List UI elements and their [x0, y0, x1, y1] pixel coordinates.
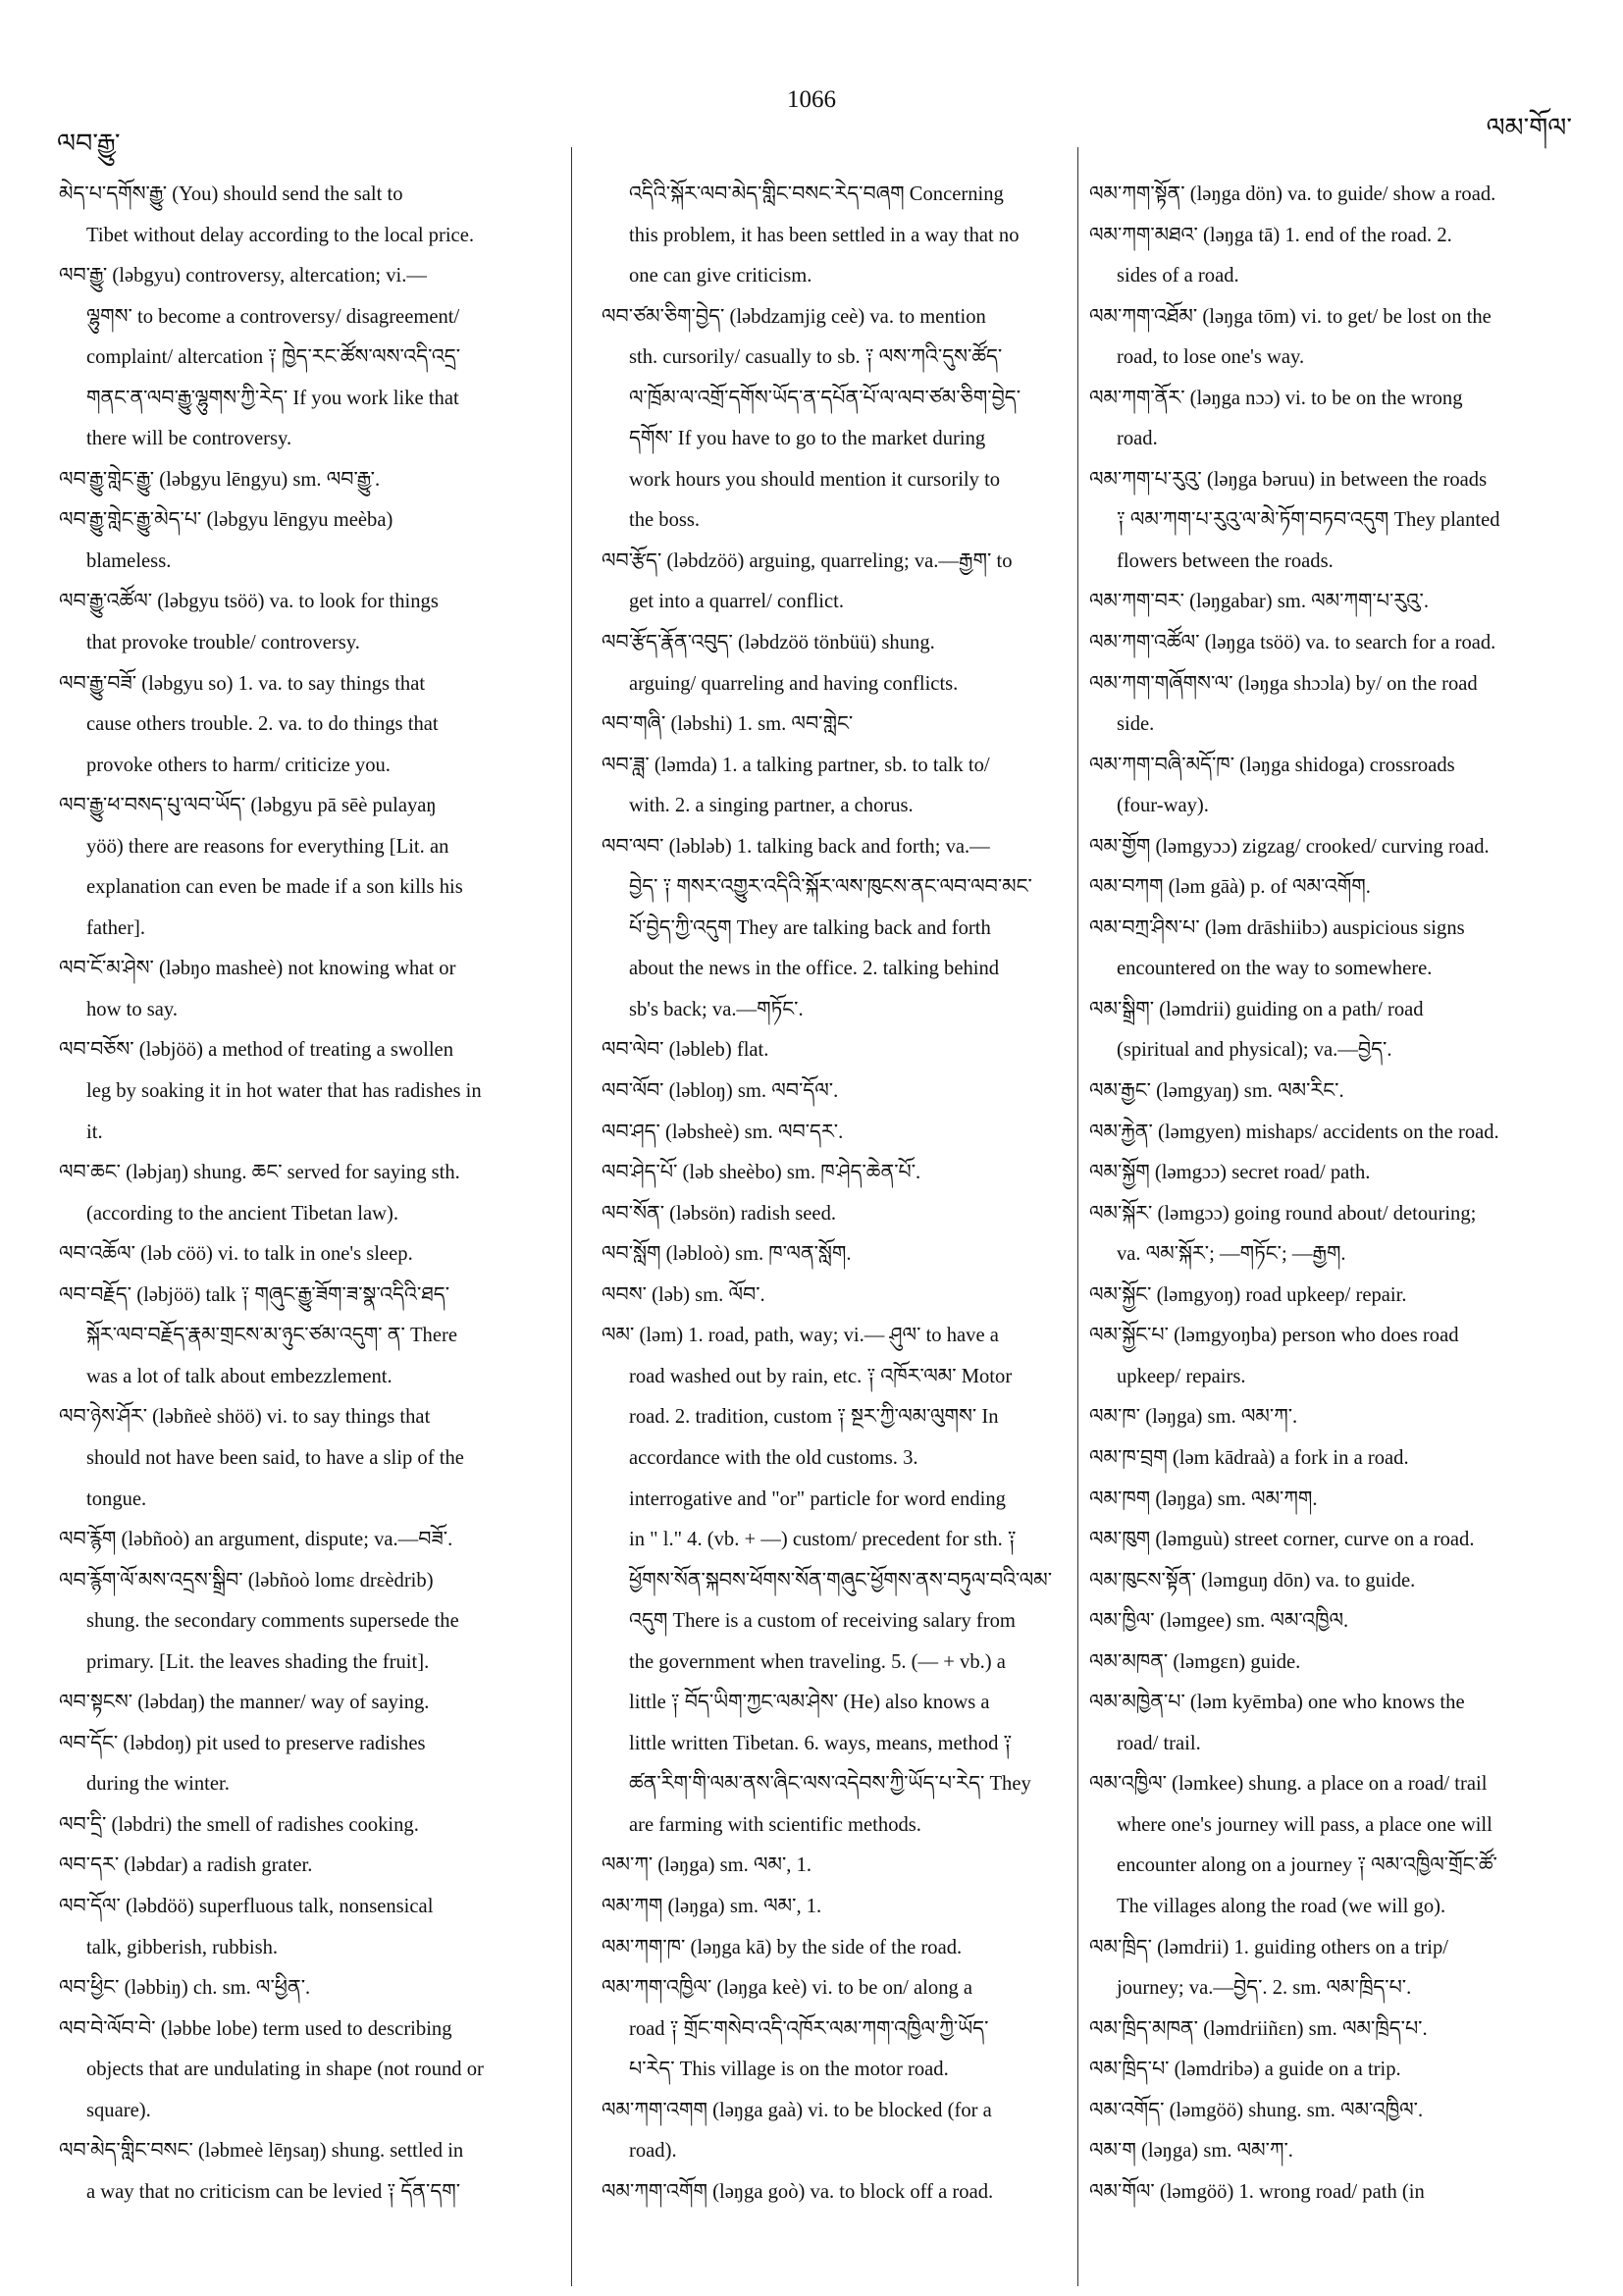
entry-headword-line: ལམ་ཀག་འཁྱིལ་ (ləŋga keè) vi. to be on/ along a	[602, 1977, 973, 2000]
entry-headword-line: ལབ་ཙམ་ཅིག་བྱེད་ (ləbdzamjig ceè) va. to mention	[602, 305, 986, 328]
entry-continuation-line: ལྷུགས་ to become a controversy/ disagreement/	[86, 305, 460, 328]
entry-continuation-line: flowers between the roads.	[1117, 549, 1334, 572]
entry-headword-line: ལབ་ལེབ་ (ləbleb) flat.	[602, 1039, 769, 1062]
entry-continuation-line: leg by soaking it in hot water that has radishes in	[86, 1080, 482, 1103]
entry-continuation-line: ལ་ཁྲོམ་ལ་འགྲོ་དགོས་ཡོད་ན་དཔོན་པོ་ལ་ལབ་ཙམ་ཅིག་བྱེད་	[629, 387, 1021, 409]
entry-continuation-line: འདུག There is a custom of receiving salary from	[629, 1610, 1016, 1633]
entry-continuation-line: in " l." 4. (vb. + —) custom/ precedent for sth. ༑	[629, 1529, 1017, 1551]
entry-continuation-line: with. 2. a singing partner, a chorus.	[629, 795, 914, 817]
entry-continuation-line: road washed out by rain, etc. ༑ འཁོར་ལམ་ Motor	[629, 1365, 1013, 1387]
entry-headword-line: ལམ་སྐྱོང་ (ləmgyoŋ) road upkeep/ repair.	[1089, 1283, 1407, 1306]
dictionary-column-3	[1089, 175, 1580, 2213]
entry-continuation-line: (according to the ancient Tibetan law).	[86, 1202, 398, 1225]
entry-continuation-line: this problem, it has been settled in a way that no	[629, 224, 1020, 246]
entry-continuation-line: it.	[86, 1121, 103, 1143]
entry-headword-line: ལམ་སྐོར་ (ləmgɔɔ) going round about/ detouring;	[1089, 1202, 1477, 1225]
entry-headword-line: ལབ་ཉེས་ཤོར་ (ləbñeè shöö) vi. to say things that	[59, 1406, 431, 1429]
entry-headword-line: ལབ་དྲི་ (ləbdri) the smell of radishes cooking.	[59, 1813, 419, 1836]
entry-headword-line: ལབ་རྒྱུ་གླེང་རྒྱུ་མེད་པ་ (ləbgyu lēngyu meèba)	[59, 509, 393, 532]
entry-headword-line: ལམ་ཀག་འགག (ləŋga gaà) vi. to be blocked (for a	[602, 2099, 992, 2121]
entry-continuation-line: yöö) there are reasons for everything [Lit. an	[86, 835, 449, 858]
entry-continuation-line: was a lot of talk about embezzlement.	[86, 1365, 393, 1387]
entry-continuation-line: cause others trouble. 2. va. to do things that	[86, 713, 439, 736]
entry-continuation-line: work hours you should mention it cursorily to	[629, 468, 1001, 491]
entry-headword-line: ལམ་ཀག་བཞི་མདོ་ཁ་ (ləŋga shidoga) crossroads	[1089, 754, 1455, 776]
entry-headword-line: ལབ་རྒྱུ་གླེང་རྒྱུ་ (ləbgyu lēngyu) sm. ལབ་རྒྱུ་.	[59, 468, 381, 491]
entry-headword-line: མེད་པ་དགོས་རྒྱུ་ (You) should send the salt to	[59, 183, 403, 205]
entry-continuation-line: side.	[1117, 713, 1155, 736]
entry-headword-line: ལམ་ (ləm) 1. road, path, way; vi.— ཤུལ་ to have a	[602, 1325, 999, 1347]
entry-headword-line: ལམ་བཀག (ləm gāà) p. of ལམ་འགོག.	[1089, 876, 1371, 899]
entry-headword-line: ལམ་ཀག་འགོག (ləŋga goò) va. to block off a road.	[602, 2180, 994, 2203]
entry-headword-line: ལམ་སྐྱོག (ləmgɔɔ) secret road/ path.	[1089, 1162, 1371, 1184]
entry-continuation-line: the government when traveling. 5. (— + vb.) a	[629, 1650, 1006, 1673]
entry-continuation-line: provoke others to harm/ criticize you.	[86, 754, 391, 776]
entry-headword-line: ལབ་དར་ (ləbdar) a radish grater.	[59, 1854, 313, 1877]
entry-headword-line: ལམ་ཀག་སྟོན་ (ləŋga dön) va. to guide/ show a road.	[1089, 183, 1496, 205]
entry-continuation-line: are farming with scientific methods.	[629, 1813, 921, 1836]
entry-continuation-line: གནང་ན་ལབ་རྒྱུ་ལྷུགས་ཀྱི་རེད་ If you work like that	[86, 387, 459, 409]
entry-continuation-line: པོ་བྱེད་ཀྱི་འདུག They are talking back and forth	[629, 916, 991, 939]
entry-headword-line: ལམ་ཁྱིལ་ (ləmgee) sm. ལམ་འཁྱིལ.	[1089, 1610, 1349, 1633]
entry-headword-line: ལབ་དོལ་ (ləbdöö) superfluous talk, nonsensical	[59, 1895, 434, 1917]
dictionary-column-2	[602, 175, 1092, 2213]
entry-headword-line: ལམ་རྒྱང་ (ləmgyaŋ) sm. ལམ་རིང་.	[1089, 1080, 1344, 1103]
entry-headword-line: ལབ་ལབ་ (ləbləb) 1. talking back and forth; va.—	[602, 835, 990, 858]
guide-word-right: ལམ་གོལ་	[1486, 113, 1572, 143]
entry-continuation-line: the boss.	[629, 509, 701, 532]
entry-continuation-line: blameless.	[86, 549, 172, 572]
entry-continuation-line: primary. [Lit. the leaves shading the fruit].	[86, 1650, 430, 1673]
entry-headword-line: ལབ་ཤད་ (ləbsheè) sm. ལབ་དར་.	[602, 1121, 844, 1143]
entry-headword-line: ལབ་རྙོག (ləbñoò) an argument, dispute; va.—བཟོ་.	[59, 1529, 453, 1551]
entry-continuation-line: how to say.	[86, 998, 179, 1020]
entry-continuation-line: there will be controversy.	[86, 428, 292, 450]
entry-headword-line: ལམ་ཁྲིད་པ་ (ləmdribə) a guide on a trip.	[1089, 2059, 1401, 2081]
entry-headword-line: ལབ་རྒྱུ་ (ləbgyu) controversy, altercation; vi.—	[59, 265, 428, 287]
entry-continuation-line: པ་རེད་ This village is on the motor road.	[629, 2059, 949, 2081]
entry-continuation-line: བྱེད་ ༑ གསར་འགྱུར་འདིའི་སྐོར་ལས་ཁུངས་ནང་ལབ་ལབ་མང་	[629, 876, 1032, 899]
entry-headword-line: ལབ་ཤེད་པོ་ (ləb sheèbo) sm. ཁ་ཤེད་ཆེན་པོ་.	[602, 1162, 921, 1184]
entry-continuation-line: road/ trail.	[1117, 1732, 1201, 1754]
entry-continuation-line: shung. the secondary comments supersede the	[86, 1610, 459, 1633]
entry-continuation-line: sides of a road.	[1117, 265, 1239, 287]
entry-continuation-line: should not have been said, to have a slip of the	[86, 1446, 464, 1469]
entry-continuation-line: little written Tibetan. 6. ways, means, method ༑	[629, 1732, 1013, 1754]
column-divider	[571, 147, 572, 2286]
guide-word-left: ལབ་རྒྱུ་	[57, 129, 121, 159]
entry-continuation-line: little ༑ བོད་ཡིག་ཀྱང་ལམ་ཤེས་ (He) also knows a	[629, 1692, 990, 1714]
entry-headword-line: ལམ་ཀག་འཚོལ་ (ləŋga tsöö) va. to search for a road.	[1089, 632, 1496, 654]
entry-continuation-line: road ༑ གྲོང་གསེབ་འདི་འཁོར་ལམ་ཀག་འཁྱིལ་ཀྱི་ཡོད་	[629, 2017, 989, 2040]
entry-continuation-line: talk, gibberish, rubbish.	[86, 1936, 279, 1958]
entry-continuation-line: road. 2. tradition, custom ༑ སྔར་ཀྱི་ལམ་ལུགས་ In	[629, 1406, 999, 1429]
entry-continuation-line: objects that are undulating in shape (not round or	[86, 2059, 484, 2081]
entry-headword-line: ལབ་དོང་ (ləbdoŋ) pit used to preserve radishes	[59, 1732, 426, 1754]
entry-headword-line: ལམ་གོལ་ (ləmgöö) 1. wrong road/ path (in	[1089, 2180, 1425, 2203]
entry-headword-line: ལམ་ཀག་འཐོམ་ (ləŋga tōm) vi. to get/ be lost on the	[1089, 305, 1492, 328]
entry-continuation-line: one can give criticism.	[629, 265, 812, 287]
entry-headword-line: ལམ་ཀག (ləŋga) sm. ལམ་, 1.	[602, 1895, 822, 1917]
entry-continuation-line: sth. cursorily/ casually to sb. ༑ ལས་ཀའི་དུས་ཚོད་	[629, 346, 1003, 369]
entry-headword-line: ལམ་ཁ་ (ləŋga) sm. ལམ་ཀ་.	[1089, 1406, 1298, 1429]
entry-headword-line: ལབ་སློག (ləbloò) sm. ཁ་ལན་སློག.	[602, 1243, 852, 1266]
entry-headword-line: ལབ་རྒྱུ་ཕ་བསད་པུ་ལབ་ཡོད་ (ləbgyu pā sēè pulayaŋ	[59, 795, 437, 817]
entry-headword-line: ལམ་སྐྱོང་པ་ (ləmgyoŋba) person who does road	[1089, 1325, 1459, 1347]
entry-continuation-line: ༑ ལམ་ཀག་པ་རུའུ་ལ་མེ་ཏོག་བཏབ་འདུག They planted	[1117, 509, 1500, 532]
entry-continuation-line: སྐོར་ལབ་བརྗོད་རྣམ་གྲངས་མ་ཉུང་ཙམ་འདུག་ ན་ There	[86, 1325, 457, 1347]
entry-headword-line: ལབ་འཆོལ་ (ləb cöö) vi. to talk in one's sleep.	[59, 1243, 413, 1266]
entry-continuation-line: interrogative and "or" particle for word ending	[629, 1487, 1006, 1510]
entry-continuation-line: va. ལམ་སྐོར་; —གཏོང་; —རྒྱག.	[1117, 1243, 1346, 1266]
entry-continuation-line: square).	[86, 2099, 151, 2121]
entry-headword-line: ལབ་ཟླ་ (ləmda) 1. a talking partner, sb. to talk to/	[602, 754, 990, 776]
entry-continuation-line: complaint/ altercation ༑ ཁྱེད་རང་ཚོས་ལས་འདི་འདྲ་	[86, 346, 461, 369]
entry-continuation-line: འདིའི་སྐོར་ལབ་མེད་གླིང་བསང་རེད་བཞག Concerning	[629, 183, 1004, 205]
entry-headword-line: ལབ་ཆང་ (ləbjaŋ) shung. ཆང་ served for saying sth.	[59, 1162, 460, 1184]
entry-continuation-line: where one's journey will pass, a place one will	[1117, 1813, 1492, 1836]
entry-headword-line: ལམ་ཁུངས་སྟོན་ (ləmguŋ dōn) va. to guide.	[1089, 1569, 1416, 1592]
entry-headword-line: ལབ་རྙོག་ལོ་མས་འདྲས་སྒྲིབ་ (ləbñoò lomɛ drɛèdrib)	[59, 1569, 434, 1592]
entry-headword-line: ལབ་རྒྱུ་འཚོལ་ (ləbgyu tsöö) va. to look for things	[59, 591, 439, 613]
entry-headword-line: ལམ་ག (ləŋga) sm. ལམ་ཀ་.	[1089, 2140, 1293, 2163]
entry-headword-line: ལབ་ཕྱིང་ (ləbbiŋ) ch. sm. ལ་ཕྱིན་.	[59, 1977, 311, 2000]
entry-headword-line: ལམ་བཀྲ་ཤིས་པ་ (ləm drāshiibɔ) auspicious signs	[1089, 916, 1465, 939]
page-number: 1066	[787, 86, 836, 113]
entry-continuation-line: arguing/ quarreling and having conflicts.	[629, 672, 959, 695]
entry-continuation-line: sb's back; va.—གཏོང་.	[629, 998, 804, 1020]
entry-continuation-line: དགོས་ If you have to go to the market during	[629, 428, 986, 450]
entry-headword-line: ལབ་སྟངས་ (ləbdaŋ) the manner/ way of saying.	[59, 1692, 430, 1714]
entry-headword-line: ལམ་མཁན་ (ləmgɛn) guide.	[1089, 1650, 1301, 1673]
entry-continuation-line: ཚན་རིག་གི་ལམ་ནས་ཞིང་ལས་འདེབས་ཀྱི་ཡོད་པ་རེད་ They	[629, 1773, 1031, 1796]
entry-headword-line: ལབ་གཞི་ (ləbshi) 1. sm. ལབ་གླེང་	[602, 713, 854, 736]
entry-continuation-line: that provoke trouble/ controversy.	[86, 632, 360, 654]
entry-continuation-line: The villages along the road (we will go).	[1117, 1895, 1446, 1917]
entry-continuation-line: explanation can even be made if a son kills his	[86, 876, 463, 899]
entry-continuation-line: about the news in the office. 2. talking behind	[629, 958, 1000, 980]
entry-headword-line: ལམ་ཁུག (ləmguù) street corner, curve on a road.	[1089, 1529, 1475, 1551]
entry-headword-line: ལམ་རྐྱེན་ (ləmgyen) mishaps/ accidents on the road.	[1089, 1121, 1499, 1143]
entry-headword-line: ལམ་ཁག (ləŋga) sm. ལམ་ཀག.	[1089, 1487, 1318, 1510]
entry-continuation-line: encountered on the way to somewhere.	[1117, 958, 1433, 980]
entry-continuation-line: upkeep/ repairs.	[1117, 1365, 1246, 1387]
entry-headword-line: ལམ་ཀག་ནོར་ (ləŋga nɔɔ) vi. to be on the wrong	[1089, 387, 1463, 409]
entry-headword-line: ལམ་ཀ་ (ləŋga) sm. ལམ་, 1.	[602, 1854, 812, 1877]
entry-continuation-line: get into a quarrel/ conflict.	[629, 591, 845, 613]
entry-headword-line: ལམ་ཀག་ཁ་ (ləŋga kā) by the side of the road.	[602, 1936, 963, 1958]
entry-headword-line: ལམ་འཁྱིལ་ (ləmkee) shung. a place on a road/ trail	[1089, 1773, 1488, 1796]
entry-headword-line: ལབ་བཅོས་ (ləbjöö) a method of treating a swollen	[59, 1039, 453, 1062]
entry-headword-line: ལབ་ལོབ་ (ləbloŋ) sm. ལབ་དོལ་.	[602, 1080, 839, 1103]
entry-continuation-line: road).	[629, 2140, 677, 2163]
entry-continuation-line: ཕྱོགས་སོན་སྐབས་ཕོགས་སོན་གཞུང་ཕྱོགས་ནས་བཏུལ་བའི་ལམ་	[629, 1569, 1053, 1592]
entry-headword-line: ལབ་བེ་ལོབ་བེ་ (ləbbe lobe) term used to describing	[59, 2017, 452, 2040]
entry-headword-line: ལབ་ངོ་མ་ཤེས་ (ləbŋo masheè) not knowing what or	[59, 958, 456, 980]
entry-headword-line: ལམ་ཀག་བར་ (ləŋgabar) sm. ལམ་ཀག་པ་རུའུ་.	[1089, 591, 1429, 613]
entry-headword-line: ལམ་སྒྲིག་ (ləmdrii) guiding on a path/ road	[1089, 998, 1424, 1020]
entry-headword-line: ལབ་རྩོད་རྣོན་འབུད་ (ləbdzöö tönbüü) shung.	[602, 632, 935, 654]
entry-continuation-line: (four-way).	[1117, 795, 1209, 817]
entry-headword-line: ལམ་ཀག་པ་རུའུ་ (ləŋga bəruu) in between the roads	[1089, 468, 1488, 491]
entry-continuation-line: Tibet without delay according to the local price.	[86, 224, 474, 246]
entry-continuation-line: accordance with the old customs. 3.	[629, 1446, 918, 1469]
entry-continuation-line: journey; va.—བྱེད་. 2. sm. ལམ་ཁྲིད་པ་.	[1117, 1977, 1412, 2000]
entry-continuation-line: road, to lose one's way.	[1117, 346, 1305, 369]
entry-headword-line: ལབ་མེད་གླིང་བསང་ (ləbmeè lēŋsaŋ) shung. settled in	[59, 2140, 464, 2163]
entry-continuation-line: (spiritual and physical); va.—བྱེད་.	[1117, 1039, 1392, 1062]
entry-headword-line: ལབས་ (ləb) sm. ལོབ་.	[602, 1283, 765, 1306]
entry-headword-line: ལམ་ཁྲིད་ (ləmdrii) 1. guiding others on a trip/	[1089, 1936, 1448, 1958]
entry-headword-line: ལམ་ཀག་གཞོགས་ལ་ (ləŋga shɔɔla) by/ on the road	[1089, 672, 1478, 695]
entry-continuation-line: road.	[1117, 428, 1158, 450]
entry-continuation-line: encounter along on a journey ༑ ལམ་འཁྱིལ་གྲོང་ཚོ་	[1117, 1854, 1497, 1877]
dictionary-column-1	[59, 175, 550, 2213]
entry-headword-line: ལབ་རྩོད་ (ləbdzöö) arguing, quarreling; va.—རྒྱག་ to	[602, 549, 1013, 572]
entry-headword-line: ལམ་ཁ་བྲག (ləm kādraà) a fork in a road.	[1089, 1446, 1409, 1469]
entry-headword-line: ལམ་ཀག་མཐའ་ (ləŋga tā) 1. end of the road. 2.	[1089, 224, 1452, 246]
entry-continuation-line: a way that no criticism can be levied ༑ དོན་དག་	[86, 2180, 461, 2203]
entry-headword-line: ལམ་ཁྲིད་མཁན་ (ləmdriiñɛn) sm. ལམ་ཁྲིད་པ་.	[1089, 2017, 1428, 2040]
entry-headword-line: ལམ་གྱོག (ləmgyɔɔ) zigzag/ crooked/ curving road.	[1089, 835, 1490, 858]
entry-continuation-line: tongue.	[86, 1487, 147, 1510]
entry-headword-line: ལབ་རྒྱུ་བཟོ་ (ləbgyu so) 1. va. to say things that	[59, 672, 426, 695]
entry-headword-line: ལམ་མཁྱེན་པ་ (ləm kyēmba) one who knows the	[1089, 1692, 1465, 1714]
entry-continuation-line: father].	[86, 916, 146, 939]
entry-headword-line: ལབ་སོན་ (ləbsön) radish seed.	[602, 1202, 837, 1225]
entry-continuation-line: during the winter.	[86, 1773, 230, 1796]
entry-headword-line: ལབ་བརྗོད་ (ləbjöö) talk ༑ གཞུང་རྒྱུ་ཟོག་ཟ་སྣ་འདིའི་ཐད་	[59, 1283, 450, 1306]
entry-headword-line: ལམ་འགོད་ (ləmgöö) shung. sm. ལམ་འཁྱིལ་.	[1089, 2099, 1424, 2121]
